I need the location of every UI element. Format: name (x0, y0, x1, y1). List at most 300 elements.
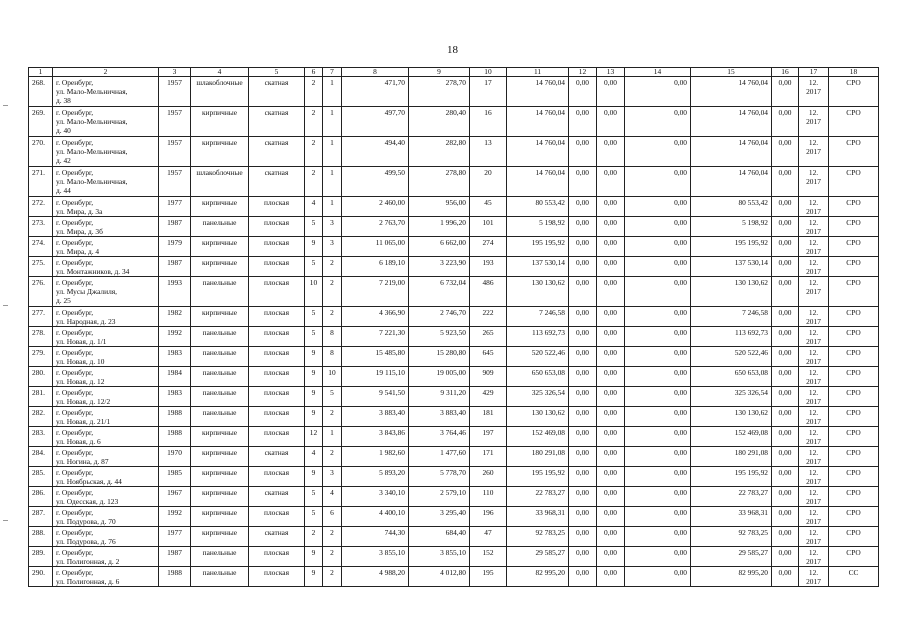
cost-zero-1-cell: 0,00 (569, 447, 597, 467)
deadline-line: 12. (808, 328, 819, 337)
total-area-cell: 19 115,10 (342, 367, 409, 387)
owner-funds-cell: 130 130,62 (691, 277, 772, 307)
cost-zero-2-cell: 0,00 (597, 197, 625, 217)
address-line: г. Оренбург, (56, 568, 94, 577)
build-year-cell: 1992 (159, 507, 191, 527)
owner-funds-cell: 137 530,14 (691, 257, 772, 277)
deadline-line: 12. (808, 488, 819, 497)
build-year-cell: 1977 (159, 527, 191, 547)
roof-type-cell: плоская (249, 197, 305, 217)
cost-zero-2-cell: 0,00 (597, 407, 625, 427)
roof-type-cell: плоская (249, 567, 305, 587)
owner-funds-cell: 92 783,25 (691, 527, 772, 547)
deadline-line: 2017 (806, 497, 821, 506)
floors-cell: 2 (305, 77, 323, 107)
roof-type-cell: плоская (249, 407, 305, 427)
wall-material-cell: кирпичные (191, 487, 249, 507)
entrances-cell: 6 (323, 507, 342, 527)
deadline-line: 2017 (806, 517, 821, 526)
address-cell (53, 507, 159, 527)
deadline-cell (799, 527, 829, 547)
floors-cell: 9 (305, 347, 323, 367)
wall-material-cell: кирпичные (191, 507, 249, 527)
residents-cell: 171 (470, 447, 507, 467)
floors-cell: 9 (305, 407, 323, 427)
living-area-cell: 3 855,10 (409, 547, 470, 567)
living-area-cell: 19 005,00 (409, 367, 470, 387)
build-year-cell: 1985 (159, 467, 191, 487)
deadline-line: 2017 (806, 177, 821, 186)
fund-method-cell: СРО (829, 307, 879, 327)
table-row (29, 137, 879, 167)
build-year-cell: 1957 (159, 167, 191, 197)
cost-zero-2-cell: 0,00 (597, 367, 625, 387)
total-area-cell: 499,50 (342, 167, 409, 197)
residents-cell: 20 (470, 167, 507, 197)
address-line: ул. Мира, д. 3б (56, 227, 103, 236)
entrances-cell: 8 (323, 327, 342, 347)
cost-zero-2-cell: 0,00 (597, 137, 625, 167)
total-area-cell: 2 763,70 (342, 217, 409, 237)
address-line: г. Оренбург, (56, 278, 94, 287)
address-cell (53, 527, 159, 547)
living-area-cell: 6 732,04 (409, 277, 470, 307)
living-area-cell: 278,80 (409, 167, 470, 197)
deadline-cell (799, 307, 829, 327)
address-line: ул. Мало-Мельничная, (56, 147, 128, 156)
row-number-cell: 283. (29, 427, 53, 447)
cost-zero-4-cell: 0,00 (772, 237, 799, 257)
row-number-cell: 270. (29, 137, 53, 167)
column-number: 7 (323, 68, 342, 77)
owner-funds-cell: 520 522,46 (691, 347, 772, 367)
address-line: г. Оренбург, (56, 138, 94, 147)
cost-zero-4-cell: 0,00 (772, 407, 799, 427)
total-area-cell: 494,40 (342, 137, 409, 167)
owner-funds-cell: 14 760,04 (691, 137, 772, 167)
deadline-line: 2017 (806, 247, 821, 256)
build-year-cell: 1988 (159, 567, 191, 587)
row-number-cell: 275. (29, 257, 53, 277)
cost-zero-3-cell: 0,00 (625, 197, 691, 217)
cost-zero-1-cell: 0,00 (569, 487, 597, 507)
address-cell (53, 327, 159, 347)
total-cost-cell: 14 760,04 (507, 167, 569, 197)
column-number: 17 (799, 68, 829, 77)
address-line: ул. Подурова, д. 76 (56, 537, 116, 546)
residents-cell: 265 (470, 327, 507, 347)
cost-zero-2-cell: 0,00 (597, 527, 625, 547)
total-area-cell: 3 843,86 (342, 427, 409, 447)
roof-type-cell: скатная (249, 527, 305, 547)
roof-type-cell: плоская (249, 467, 305, 487)
living-area-cell: 9 311,20 (409, 387, 470, 407)
cost-zero-4-cell: 0,00 (772, 167, 799, 197)
total-area-cell: 7 219,00 (342, 277, 409, 307)
total-area-cell: 744,30 (342, 527, 409, 547)
floors-cell: 4 (305, 197, 323, 217)
deadline-line: 2017 (806, 207, 821, 216)
build-year-cell: 1957 (159, 107, 191, 137)
address-cell (53, 467, 159, 487)
total-cost-cell: 195 195,92 (507, 237, 569, 257)
wall-material-cell: панельные (191, 277, 249, 307)
roof-type-cell: плоская (249, 427, 305, 447)
fund-method-cell: СРО (829, 527, 879, 547)
total-cost-cell: 520 522,46 (507, 347, 569, 367)
deadline-cell (799, 547, 829, 567)
deadline-line: 12. (808, 508, 819, 517)
fund-method-cell: СРО (829, 327, 879, 347)
floors-cell: 5 (305, 487, 323, 507)
address-line: г. Оренбург, (56, 328, 94, 337)
column-number: 13 (597, 68, 625, 77)
address-line: г. Оренбург, (56, 448, 94, 457)
cost-zero-3-cell: 0,00 (625, 347, 691, 367)
total-cost-cell: 5 198,92 (507, 217, 569, 237)
build-year-cell: 1977 (159, 197, 191, 217)
address-cell (53, 547, 159, 567)
address-line: ул. Одесская, д. 123 (56, 497, 119, 506)
cost-zero-4-cell: 0,00 (772, 427, 799, 447)
fund-method-cell: СРО (829, 197, 879, 217)
address-line: г. Оренбург, (56, 428, 94, 437)
deadline-cell (799, 327, 829, 347)
deadline-line: 12. (808, 348, 819, 357)
deadline-cell (799, 167, 829, 197)
fund-method-cell: СРО (829, 347, 879, 367)
fund-method-cell: СРО (829, 407, 879, 427)
deadline-cell (799, 77, 829, 107)
fund-method-cell: СРО (829, 507, 879, 527)
address-line: г. Оренбург, (56, 368, 94, 377)
roof-type-cell: плоская (249, 237, 305, 257)
deadline-cell (799, 467, 829, 487)
cost-zero-2-cell: 0,00 (597, 547, 625, 567)
floors-cell: 2 (305, 107, 323, 137)
page-number: 18 (447, 44, 458, 56)
table-row (29, 527, 879, 547)
wall-material-cell: кирпичные (191, 257, 249, 277)
address-line: д. 42 (56, 156, 71, 165)
cost-zero-3-cell: 0,00 (625, 487, 691, 507)
fund-method-cell: СРО (829, 257, 879, 277)
owner-funds-cell: 7 246,58 (691, 307, 772, 327)
entrances-cell: 2 (323, 277, 342, 307)
cost-zero-4-cell: 0,00 (772, 487, 799, 507)
fund-method-cell: СРО (829, 467, 879, 487)
residents-cell: 17 (470, 77, 507, 107)
roof-type-cell: плоская (249, 277, 305, 307)
address-line: г. Оренбург, (56, 78, 94, 87)
address-line: ул. Мало-Мельничная, (56, 177, 128, 186)
deadline-cell (799, 197, 829, 217)
owner-funds-cell: 325 326,54 (691, 387, 772, 407)
cost-zero-2-cell: 0,00 (597, 307, 625, 327)
address-line: ул. Новая, д. 12/2 (56, 397, 111, 406)
cost-zero-3-cell: 0,00 (625, 387, 691, 407)
fund-method-cell: СРО (829, 107, 879, 137)
wall-material-cell: кирпичные (191, 447, 249, 467)
table-row (29, 257, 879, 277)
cost-zero-3-cell: 0,00 (625, 427, 691, 447)
living-area-cell: 5 778,70 (409, 467, 470, 487)
row-number-cell: 281. (29, 387, 53, 407)
living-area-cell: 15 280,80 (409, 347, 470, 367)
column-number: 12 (569, 68, 597, 77)
deadline-cell (799, 387, 829, 407)
cost-zero-1-cell: 0,00 (569, 167, 597, 197)
deadline-line: 12. (808, 238, 819, 247)
address-line: г. Оренбург, (56, 108, 94, 117)
living-area-cell: 282,80 (409, 137, 470, 167)
cost-zero-2-cell: 0,00 (597, 427, 625, 447)
address-line: ул. Ногина, д. 87 (56, 457, 109, 466)
owner-funds-cell: 113 692,73 (691, 327, 772, 347)
table-row (29, 327, 879, 347)
address-line: г. Оренбург, (56, 548, 94, 557)
wall-material-cell: панельные (191, 387, 249, 407)
roof-type-cell: скатная (249, 107, 305, 137)
total-cost-cell: 130 130,62 (507, 407, 569, 427)
deadline-line: 12. (808, 428, 819, 437)
entrances-cell: 1 (323, 427, 342, 447)
cost-zero-3-cell: 0,00 (625, 527, 691, 547)
cost-zero-3-cell: 0,00 (625, 447, 691, 467)
address-line: ул. Мусы Джалиля, (56, 287, 118, 296)
entrances-cell: 1 (323, 197, 342, 217)
table-row (29, 507, 879, 527)
total-cost-cell: 130 130,62 (507, 277, 569, 307)
total-area-cell: 3 855,10 (342, 547, 409, 567)
owner-funds-cell: 33 968,31 (691, 507, 772, 527)
cost-zero-1-cell: 0,00 (569, 77, 597, 107)
deadline-line: 12. (808, 308, 819, 317)
margin-mark (3, 105, 8, 106)
column-number: 4 (191, 68, 249, 77)
residents-cell: 429 (470, 387, 507, 407)
table-row (29, 77, 879, 107)
address-cell (53, 347, 159, 367)
deadline-line: 2017 (806, 87, 821, 96)
address-line: ул. Ноябрьская, д. 44 (56, 477, 122, 486)
cost-zero-3-cell: 0,00 (625, 137, 691, 167)
floors-cell: 5 (305, 507, 323, 527)
residents-cell: 645 (470, 347, 507, 367)
cost-zero-4-cell: 0,00 (772, 137, 799, 167)
floors-cell: 9 (305, 547, 323, 567)
residents-cell: 197 (470, 427, 507, 447)
column-number: 14 (625, 68, 691, 77)
address-line: г. Оренбург, (56, 198, 94, 207)
total-area-cell: 4 366,90 (342, 307, 409, 327)
cost-zero-2-cell: 0,00 (597, 327, 625, 347)
address-line: г. Оренбург, (56, 168, 94, 177)
table-row (29, 547, 879, 567)
cost-zero-4-cell: 0,00 (772, 447, 799, 467)
deadline-line: 12. (808, 278, 819, 287)
cost-zero-1-cell: 0,00 (569, 277, 597, 307)
margin-mark (3, 520, 8, 521)
cost-zero-4-cell: 0,00 (772, 107, 799, 137)
cost-zero-2-cell: 0,00 (597, 507, 625, 527)
deadline-line: 12. (808, 568, 819, 577)
column-number: 10 (470, 68, 507, 77)
total-cost-cell: 152 469,08 (507, 427, 569, 447)
build-year-cell: 1967 (159, 487, 191, 507)
row-number-cell: 272. (29, 197, 53, 217)
wall-material-cell: кирпичные (191, 107, 249, 137)
build-year-cell: 1979 (159, 237, 191, 257)
wall-material-cell: панельные (191, 547, 249, 567)
deadline-cell (799, 347, 829, 367)
entrances-cell: 3 (323, 217, 342, 237)
total-cost-cell: 113 692,73 (507, 327, 569, 347)
deadline-line: 2017 (806, 537, 821, 546)
address-cell (53, 167, 159, 197)
entrances-cell: 1 (323, 137, 342, 167)
deadline-cell (799, 237, 829, 257)
cost-zero-4-cell: 0,00 (772, 197, 799, 217)
owner-funds-cell: 650 653,08 (691, 367, 772, 387)
table-row (29, 107, 879, 137)
total-area-cell: 1 982,60 (342, 447, 409, 467)
roof-type-cell: плоская (249, 547, 305, 567)
cost-zero-3-cell: 0,00 (625, 547, 691, 567)
table-row (29, 487, 879, 507)
total-area-cell: 4 988,20 (342, 567, 409, 587)
total-area-cell: 3 340,10 (342, 487, 409, 507)
cost-zero-1-cell: 0,00 (569, 407, 597, 427)
table-row (29, 447, 879, 467)
total-area-cell: 11 065,00 (342, 237, 409, 257)
address-line: ул. Монтажников, д. 34 (56, 267, 130, 276)
deadline-cell (799, 367, 829, 387)
column-number: 2 (53, 68, 159, 77)
living-area-cell: 4 012,80 (409, 567, 470, 587)
build-year-cell: 1988 (159, 407, 191, 427)
deadline-line: 12. (808, 528, 819, 537)
row-number-cell: 287. (29, 507, 53, 527)
build-year-cell: 1987 (159, 257, 191, 277)
build-year-cell: 1983 (159, 387, 191, 407)
residents-cell: 110 (470, 487, 507, 507)
entrances-cell: 10 (323, 367, 342, 387)
column-number: 15 (691, 68, 772, 77)
address-cell (53, 77, 159, 107)
deadline-line: 12. (808, 138, 819, 147)
entrances-cell: 2 (323, 407, 342, 427)
owner-funds-cell: 152 469,08 (691, 427, 772, 447)
cost-zero-1-cell: 0,00 (569, 367, 597, 387)
cost-zero-1-cell: 0,00 (569, 387, 597, 407)
build-year-cell: 1983 (159, 347, 191, 367)
cost-zero-1-cell: 0,00 (569, 347, 597, 367)
margin-mark (3, 305, 8, 306)
cost-zero-1-cell: 0,00 (569, 217, 597, 237)
floors-cell: 9 (305, 367, 323, 387)
total-area-cell: 9 541,50 (342, 387, 409, 407)
address-line: г. Оренбург, (56, 258, 94, 267)
deadline-cell (799, 277, 829, 307)
deadline-line: 2017 (806, 267, 821, 276)
residents-cell: 222 (470, 307, 507, 327)
roof-type-cell: плоская (249, 217, 305, 237)
total-area-cell: 4 400,10 (342, 507, 409, 527)
residents-cell: 45 (470, 197, 507, 217)
living-area-cell: 3 764,46 (409, 427, 470, 447)
cost-zero-3-cell: 0,00 (625, 567, 691, 587)
residents-cell: 909 (470, 367, 507, 387)
cost-zero-4-cell: 0,00 (772, 547, 799, 567)
entrances-cell: 3 (323, 237, 342, 257)
residents-cell: 196 (470, 507, 507, 527)
cost-zero-2-cell: 0,00 (597, 467, 625, 487)
total-cost-cell: 29 585,27 (507, 547, 569, 567)
owner-funds-cell: 29 585,27 (691, 547, 772, 567)
total-area-cell: 2 460,00 (342, 197, 409, 217)
deadline-cell (799, 407, 829, 427)
living-area-cell: 1 996,20 (409, 217, 470, 237)
total-cost-cell: 137 530,14 (507, 257, 569, 277)
deadline-line: 12. (808, 168, 819, 177)
total-cost-cell: 650 653,08 (507, 367, 569, 387)
floors-cell: 5 (305, 217, 323, 237)
living-area-cell: 6 662,00 (409, 237, 470, 257)
residents-cell: 260 (470, 467, 507, 487)
address-cell (53, 257, 159, 277)
entrances-cell: 1 (323, 167, 342, 197)
cost-zero-3-cell: 0,00 (625, 367, 691, 387)
total-cost-cell: 14 760,04 (507, 107, 569, 137)
address-cell (53, 447, 159, 467)
wall-material-cell: панельные (191, 407, 249, 427)
floors-cell: 2 (305, 167, 323, 197)
address-line: г. Оренбург, (56, 308, 94, 317)
owner-funds-cell: 195 195,92 (691, 467, 772, 487)
total-area-cell: 15 485,80 (342, 347, 409, 367)
build-year-cell: 1957 (159, 137, 191, 167)
table-row (29, 467, 879, 487)
build-year-cell: 1987 (159, 547, 191, 567)
wall-material-cell: кирпичные (191, 237, 249, 257)
row-number-cell: 289. (29, 547, 53, 567)
cost-zero-2-cell: 0,00 (597, 257, 625, 277)
living-area-cell: 1 477,60 (409, 447, 470, 467)
address-line: г. Оренбург, (56, 408, 94, 417)
fund-method-cell: СРО (829, 167, 879, 197)
owner-funds-cell: 80 553,42 (691, 197, 772, 217)
deadline-line: 2017 (806, 437, 821, 446)
deadline-line: 2017 (806, 577, 821, 586)
roof-type-cell: скатная (249, 487, 305, 507)
build-year-cell: 1970 (159, 447, 191, 467)
cost-zero-1-cell: 0,00 (569, 467, 597, 487)
fund-method-cell: СРО (829, 387, 879, 407)
column-number: 16 (772, 68, 799, 77)
cost-zero-3-cell: 0,00 (625, 217, 691, 237)
total-cost-cell: 33 968,31 (507, 507, 569, 527)
row-number-cell: 277. (29, 307, 53, 327)
total-area-cell: 497,70 (342, 107, 409, 137)
cost-zero-1-cell: 0,00 (569, 137, 597, 167)
deadline-line: 12. (808, 78, 819, 87)
living-area-cell: 278,70 (409, 77, 470, 107)
deadline-line: 12. (808, 408, 819, 417)
roof-type-cell: плоская (249, 257, 305, 277)
cost-zero-3-cell: 0,00 (625, 77, 691, 107)
cost-zero-2-cell: 0,00 (597, 237, 625, 257)
